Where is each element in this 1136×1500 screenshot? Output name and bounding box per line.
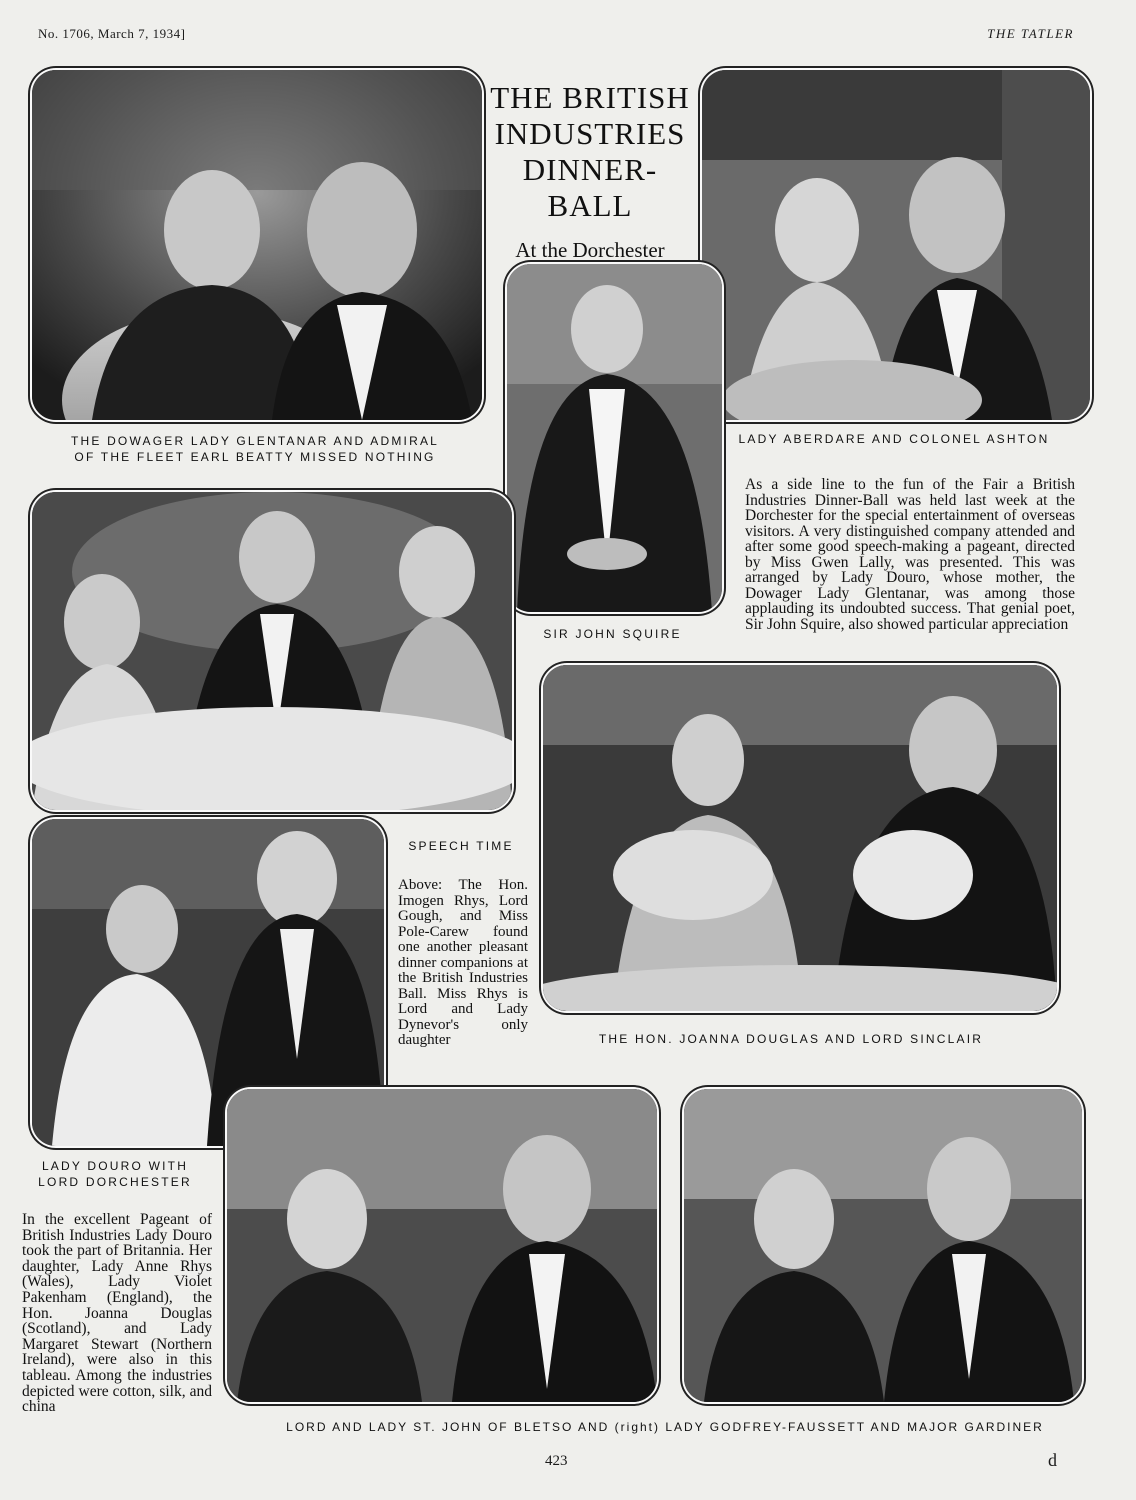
title-line-3: DINNER-BALL xyxy=(522,152,658,223)
title-line-2: INDUSTRIES xyxy=(494,116,686,151)
caption-glentanar-line-1: THE DOWAGER LADY GLENTANAR AND ADMIRAL xyxy=(70,434,440,448)
main-article-text: As a side line to the fun of the Fair a British Industries Dinner-Ball was held last week at the Dorchester for the special entertainment of overseas visitors. A very distinguished company attended and after some good speech-making a pageant, directed by Miss Gwen Lally, was presented. This was arranged by Lady Douro, whose mother, the Dowager Lady Glentanar, was among those applauding its undoubted success. That genial poet, Sir John Squire, also showed particular appreciation xyxy=(745,476,1075,633)
caption-douro-line-1: LADY DOURO WITH xyxy=(41,1159,189,1173)
signature-letter: d xyxy=(1048,1450,1057,1470)
caption-aberdare-ashton: LADY ABERDARE AND COLONEL ASHTON xyxy=(738,432,1050,446)
issue-info: No. 1706, March 7, 1934] xyxy=(38,26,186,41)
caption-john-squire: SIR JOHN SQUIRE xyxy=(543,627,682,641)
pageant-text: In the excellent Pageant of British Industries Lady Douro took the part of Britannia. Her daughter, Lady Anne Rhys (Wales), Lady Violet Pakenham (England), the Hon. Joanna Douglas (Scotland), and Lady Margaret Stewart (Northern Ireland), were also in this tableau. Among the industries depicted were cotton, silk, and china xyxy=(22,1211,212,1416)
page-number: 423 xyxy=(545,1453,568,1469)
magazine-name: THE TATLER xyxy=(987,26,1074,41)
caption-glentanar-line-2: OF THE FLEET EARL BEATTY MISSED NOTHING xyxy=(74,450,436,464)
caption-douglas-sinclair: THE HON. JOANNA DOUGLAS AND LORD SINCLAIR xyxy=(598,1032,984,1046)
photo-godfrey-faussett-gardiner xyxy=(682,1087,1084,1404)
caption-douro-dorchester xyxy=(15,1158,215,1190)
photo-john-squire xyxy=(505,262,724,614)
caption-bottom: LORD AND LADY ST. JOHN OF BLETSO AND (right) LADY GODFREY-FAUSSETT AND MAJOR GARDINER xyxy=(286,1420,1044,1434)
caption-douro-line-2: LORD DORCHESTER xyxy=(38,1175,192,1189)
photo-st-john-bletso xyxy=(225,1087,659,1404)
photo-aberdare-ashton xyxy=(700,68,1092,422)
caption-glentanar-beatty xyxy=(30,433,480,465)
photo-speech-time xyxy=(30,490,514,812)
title-line-1: THE BRITISH xyxy=(490,80,690,115)
photo-douglas-sinclair xyxy=(541,663,1059,1013)
article-title xyxy=(484,80,696,263)
above-caption-text: Above: The Hon. Imogen Rhys, Lord Gough, and Miss Pole-Carew found one another pleasant dinner companions at the British Industries Ball. Miss Rhys is Lord and Lady Dynevor's only daughter xyxy=(398,877,528,1048)
article-subtitle: At the Dorchester xyxy=(515,238,665,262)
caption-speech-time: SPEECH TIME xyxy=(408,839,514,853)
photo-glentanar-beatty xyxy=(30,68,484,422)
